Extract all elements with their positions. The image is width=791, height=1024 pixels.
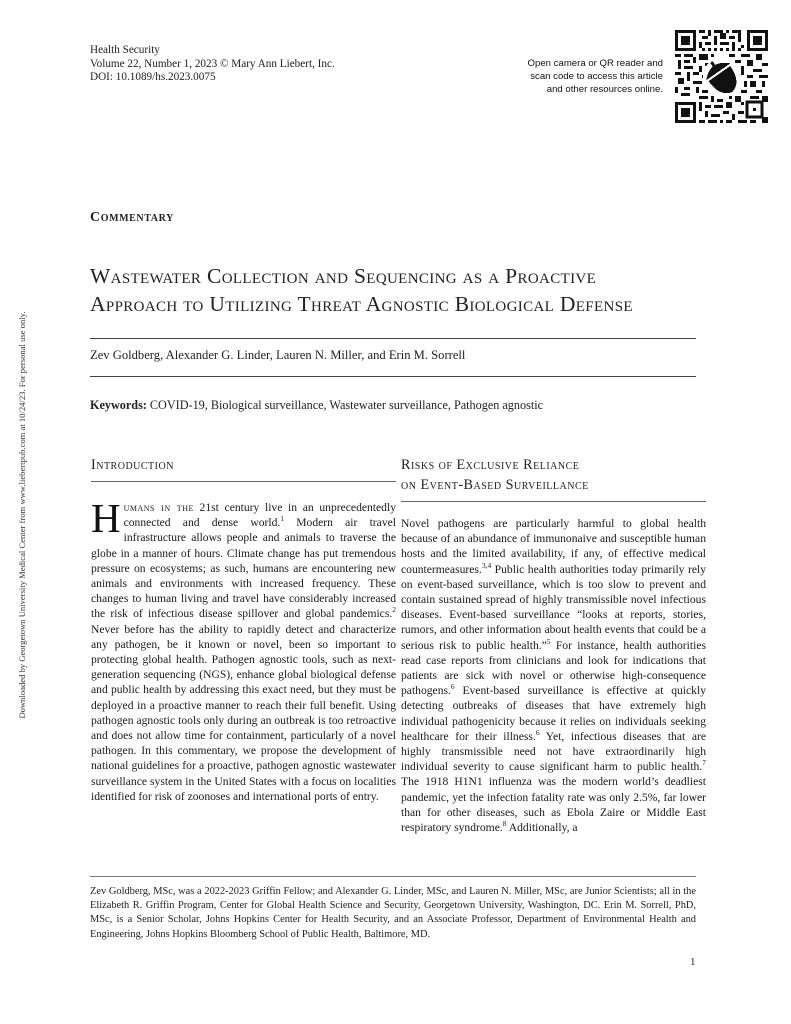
download-notice: [14, 300, 30, 730]
article-title: [90, 262, 710, 318]
citation-ref[interactable]: 5: [546, 636, 551, 646]
paragraph-text: For instance, health authorities read case reports from clinicians and look for indications that patients are sick with novel or otherwise high-consequence pathogens.: [401, 638, 706, 698]
keywords-label: Keywords:: [90, 398, 147, 412]
section-heading-text: Introduction: [91, 457, 174, 473]
section-heading-introduction: [91, 455, 396, 482]
paragraph-text: The 1918 H1N1 influenza was the modern world’s deadliest pandemic, yet the infection fatality rate was only 2.5%, far lower than for other diseases, such as Ebola Zaire or Middle East respiratory syndrome.: [401, 775, 706, 835]
journal-doi: DOI: 10.1089/hs.2023.0075: [90, 71, 216, 83]
qr-note-line: Open camera or QR reader and: [527, 58, 663, 69]
article-title-line: Wastewater Collection and Sequencing as a Proactive: [90, 264, 597, 288]
paragraph-text: Public health authorities today primarily rely on event-based surveillance, which is too slow to prevent and contain sustained spread of highly transmissible novel infectious diseases. Event-based surveillance “looks at reports, stories, rumors, and other information about health events that could be a serious risk to public health.”: [401, 562, 706, 652]
citation-ref[interactable]: 2: [392, 605, 396, 615]
author-list: Zev Goldberg, Alexander G. Linder, Lauren N. Miller, and Erin M. Sorrell: [90, 348, 466, 362]
qr-code-icon[interactable]: [675, 30, 768, 123]
citation-ref[interactable]: 1: [280, 514, 285, 524]
journal-info: [90, 44, 335, 85]
citation-ref[interactable]: 6: [535, 727, 540, 737]
paragraph-text: Event-based surveillance is effective at quickly detecting outbreaks of diseases that have extremely high individual pathogenicity because it relies on individuals seeking healthcare for their illness.: [401, 684, 706, 743]
paragraph-text: Additionally, a: [506, 821, 578, 835]
keywords: [90, 398, 543, 413]
article-title-line: Approach to Utilizing Threat Agnostic Biological Defense: [90, 292, 633, 316]
risks-paragraph: [401, 512, 706, 835]
paragraph-text: Modern air travel infrastructure allows people and animals to traverse the globe in a manner of hours. Climate change has put tremendous pressure on ecosystems; as such, humans are encountering new animals and environments with increased frequency. These changes to human living and travel have considerably increased the risk of infectious disease spillover and global pandemics.: [91, 516, 396, 621]
paragraph-text: Yet, infectious diseases that are highly transmissible need not have extraordinarily high individual severity to cause significant harm to public health.: [401, 729, 706, 774]
citation-ref[interactable]: 8: [502, 819, 507, 829]
keywords-list: COVID-19, Biological surveillance, Wastewater surveillance, Pathogen agnostic: [149, 398, 544, 412]
section-heading-text: on Event-Based Surveillance: [401, 477, 589, 493]
page-number: 1: [690, 956, 696, 968]
citation-ref[interactable]: 7: [702, 758, 706, 768]
journal-volume: Volume 22, Number 1, 2023 © Mary Ann Liebert, Inc.: [90, 57, 335, 70]
paragraph-text: 21st century live in an unprecedentedly connected and dense world.: [123, 501, 396, 530]
journal-name: Health Security: [90, 44, 160, 56]
qr-note-line: scan code to access this article: [530, 70, 663, 82]
author-affiliations-footnote: Zev Goldberg, MSc, was a 2022-2023 Griffin Fellow; and Alexander G. Linder, MSc, and Lauren N. Miller, MSc, are Junior Scientists; all in the Elizabeth R. Griffin Program, Center for Global Health Science and Security, Georgetown University, Washington, DC. Erin M. Sorrell, PhD, MSc, is a Senior Scholar, Johns Hopkins Center for Health Security, and an Associate Professor, Department of Environmental Health and Engineering, Johns Hopkins Bloomberg School of Public Health, Baltimore, MD.: [90, 886, 696, 940]
citation-ref[interactable]: 3,4: [481, 560, 492, 570]
citation-ref[interactable]: 6: [450, 682, 455, 692]
article-type-label: Commentary: [90, 210, 174, 225]
paragraph-text: Novel pathogens are particularly harmful to global health because of an abundance of immunonaive and susceptible human hosts and the limited availability, if any, of effective medical countermeasures.: [401, 517, 706, 576]
paragraph-text: Never before has the ability to rapidly detect and characterize any pathogen, be it known or novel, been so important to protecting global health. Pathogen agnostic tools, such as next-generation sequencing (NGS), enhance global biological defense and public health by addressing this exact need, but they must be deployed in a proactive manner to reach their full benefit. Using pathogen agnostic tools only during an outbreak is too retroactive and does not allow time for containment, particularly of a novel pathogen. In this commentary, we propose the development of national guidelines for a proactive, pathogen agnostic wastewater surveillance system in the United States with a focus on localities identified for risk of zoonoses and international ports of entry.: [91, 622, 396, 803]
footnote-divider: [90, 876, 696, 877]
drop-cap: H: [91, 495, 121, 541]
section-heading-risks: [401, 455, 706, 502]
divider: [90, 376, 696, 377]
lead-in-smallcaps: umans in the: [123, 501, 194, 514]
column-right: [401, 455, 706, 835]
divider: [90, 338, 696, 339]
introduction-paragraph: [91, 492, 396, 804]
section-heading-text: Risks of Exclusive Reliance: [401, 457, 580, 473]
column-left: [91, 455, 396, 804]
qr-note: [463, 58, 663, 96]
qr-note-line: and other resources online.: [546, 83, 663, 95]
download-notice-text: Downloaded by Georgetown University Medical Center from www.liebertpub.com at 10/24/23. For personal use only.: [17, 311, 27, 719]
